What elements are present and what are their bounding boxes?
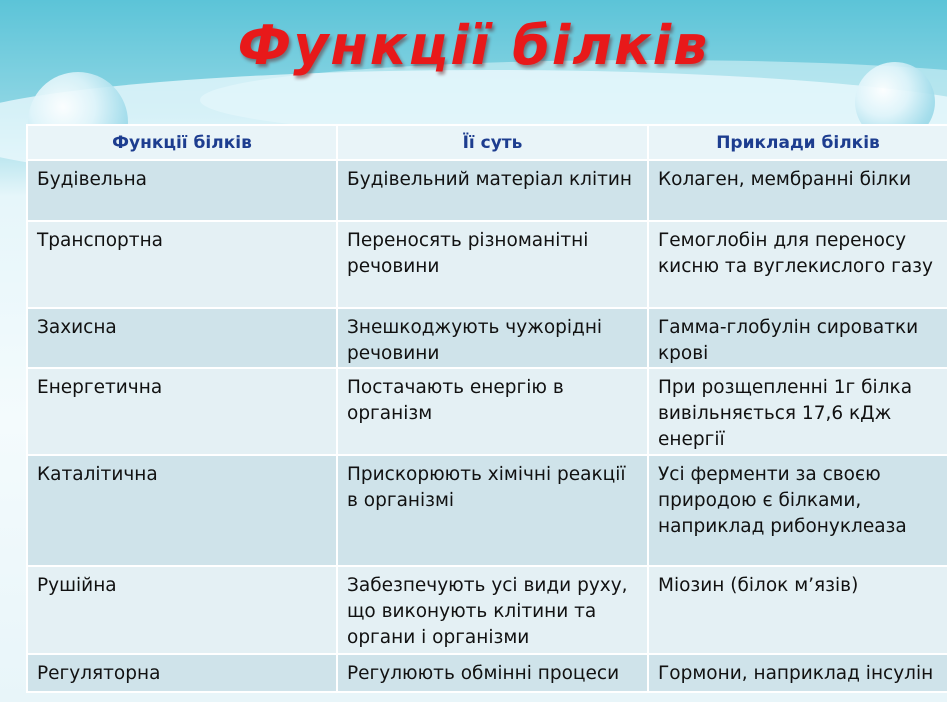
- examples-cell: Міозин (білок м’язів): [648, 566, 947, 654]
- header-essence: Її суть: [337, 125, 648, 160]
- function-cell: Каталітична: [27, 455, 337, 566]
- table-row: [27, 221, 947, 308]
- protein-functions-table: [26, 124, 947, 693]
- examples-cell: При розщепленні 1г білка вивільняється 17,6 кДж енергії: [648, 368, 947, 455]
- function-cell: Будівельна: [27, 160, 337, 221]
- header-function: Функції білків: [27, 125, 337, 160]
- slide-title: Функції білків: [237, 14, 710, 77]
- essence-cell: Переносять різноманітні речовини: [337, 221, 648, 308]
- table-row: [27, 566, 947, 654]
- table-row: [27, 308, 947, 368]
- table-header-row: [27, 125, 947, 160]
- examples-cell: Гемоглобін для переносу кисню та вуглекислого газу: [648, 221, 947, 308]
- essence-cell: Будівельний матеріал клітин: [337, 160, 648, 221]
- table-row: [27, 368, 947, 455]
- function-cell: Захисна: [27, 308, 337, 368]
- function-cell: Транспортна: [27, 221, 337, 308]
- table-row: [27, 160, 947, 221]
- function-cell: Енергетична: [27, 368, 337, 455]
- examples-cell: Колаген, мембранні білки: [648, 160, 947, 221]
- essence-cell: Знешкоджують чужорідні речовини: [337, 308, 648, 368]
- essence-cell: Регулюють обмінні процеси: [337, 654, 648, 692]
- function-cell: Рушійна: [27, 566, 337, 654]
- essence-cell: Забезпечують усі види руху, що виконують клітини та органи і організми: [337, 566, 648, 654]
- header-examples: Приклади білків: [648, 125, 947, 160]
- examples-cell: Гамма-глобулін сироватки крові: [648, 308, 947, 368]
- table-row: [27, 654, 947, 692]
- examples-cell: Гормони, наприклад інсулін: [648, 654, 947, 692]
- essence-cell: Постачають енергію в організм: [337, 368, 648, 455]
- function-cell: Регуляторна: [27, 654, 337, 692]
- essence-cell: Прискорюють хімічні реакції в організмі: [337, 455, 648, 566]
- table-row: [27, 455, 947, 566]
- examples-cell: Усі ферменти за своєю природою є білками, наприклад рибонуклеаза: [648, 455, 947, 566]
